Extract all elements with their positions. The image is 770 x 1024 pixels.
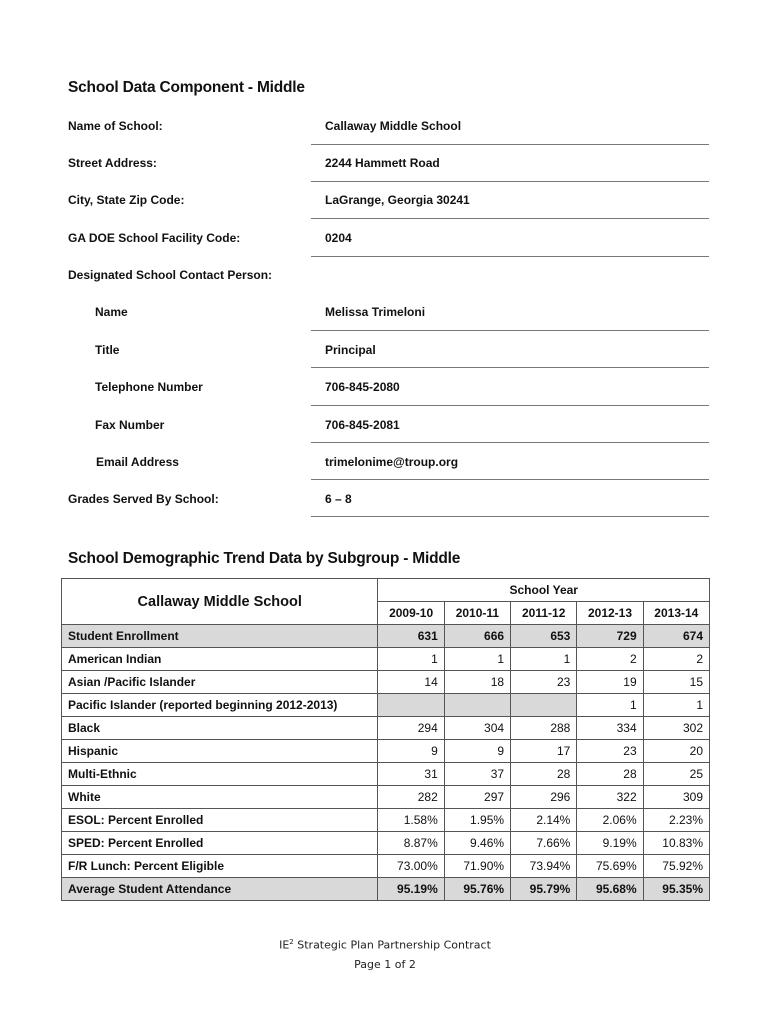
value-cell: 304 [444,717,510,740]
value-cell: 95.68% [577,878,643,901]
field-underline [311,442,709,443]
year-header: 2012-13 [577,602,643,625]
field-value-facility-code: 0204 [325,231,352,245]
year-header: 2013-14 [643,602,709,625]
footer-superscript: 2 [289,938,294,946]
table-row [62,740,710,763]
table-row [62,878,710,901]
field-label-contact-name: Name [95,305,128,319]
value-cell: 653 [511,625,577,648]
row-label: F/R Lunch: Percent Eligible [62,855,378,878]
table-row [62,625,710,648]
row-label: Hispanic [62,740,378,763]
value-cell: 28 [577,763,643,786]
value-cell: 334 [577,717,643,740]
value-cell: 1 [444,648,510,671]
value-cell: 2.06% [577,809,643,832]
value-cell: 95.19% [378,878,444,901]
value-cell: 296 [511,786,577,809]
value-cell: 674 [643,625,709,648]
table-row [62,855,710,878]
value-cell: 2.23% [643,809,709,832]
field-value-contact-title: Principal [325,343,376,357]
not-reported-cell [378,694,444,717]
year-header: 2010-11 [444,602,510,625]
field-value-email: trimelonime@troup.org [325,455,459,469]
field-underline [311,144,709,145]
year-header: 2011-12 [511,602,577,625]
table-school-header: Callaway Middle School [62,579,378,625]
field-value-city-state-zip: LaGrange, Georgia 30241 [325,193,470,207]
value-cell: 9 [444,740,510,763]
value-cell: 2.14% [511,809,577,832]
table-row [62,809,710,832]
value-cell: 73.00% [378,855,444,878]
row-label: Student Enrollment [62,625,378,648]
table-row [62,832,710,855]
not-reported-cell [444,694,510,717]
section-title-school-data: School Data Component - Middle [68,79,305,96]
table-school-year-header: School Year [378,579,710,602]
table-row [62,763,710,786]
demographic-trend-table [61,578,710,901]
row-label: Black [62,717,378,740]
field-underline [311,256,709,257]
value-cell: 37 [444,763,510,786]
value-cell: 666 [444,625,510,648]
field-value-contact-name: Melissa Trimeloni [325,305,426,319]
section-title-demographic-trend: School Demographic Trend Data by Subgroup - Middle [68,550,461,567]
value-cell: 1.95% [444,809,510,832]
value-cell: 23 [511,671,577,694]
field-value-grades: 6 – 8 [325,492,352,506]
value-cell: 322 [577,786,643,809]
table-row [62,786,710,809]
value-cell: 25 [643,763,709,786]
value-cell: 1 [577,694,643,717]
value-cell: 73.94% [511,855,577,878]
table-row [62,671,710,694]
field-value-telephone: 706-845-2080 [325,380,400,394]
field-underline [311,330,709,331]
not-reported-cell [511,694,577,717]
row-label: Average Student Attendance [62,878,378,901]
value-cell: 15 [643,671,709,694]
footer-page-number: Page 1 of 2 [354,958,416,971]
field-label-city-state-zip: City, State Zip Code: [68,193,185,207]
value-cell: 14 [378,671,444,694]
row-label: Asian /Pacific Islander [62,671,378,694]
year-header: 2009-10 [378,602,444,625]
row-label: Pacific Islander (reported beginning 2012-2013) [62,694,378,717]
table-row [62,648,710,671]
footer-contract-title [0,938,770,952]
field-value-fax: 706-845-2081 [325,418,400,432]
footer-prefix: IE [279,938,290,952]
contact-person-heading: Designated School Contact Person: [68,268,273,282]
value-cell: 95.76% [444,878,510,901]
value-cell: 7.66% [511,832,577,855]
field-label-email: Email Address [96,455,179,469]
value-cell: 288 [511,717,577,740]
field-label-street-address: Street Address: [68,156,157,170]
value-cell: 297 [444,786,510,809]
row-label: White [62,786,378,809]
value-cell: 2 [643,648,709,671]
value-cell: 28 [511,763,577,786]
value-cell: 302 [643,717,709,740]
field-label-telephone: Telephone Number [95,380,203,394]
field-value-street-address: 2244 Hammett Road [325,156,440,170]
value-cell: 1 [378,648,444,671]
value-cell: 75.92% [643,855,709,878]
field-value-school-name: Callaway Middle School [325,119,462,133]
value-cell: 23 [577,740,643,763]
value-cell: 1 [511,648,577,671]
value-cell: 19 [577,671,643,694]
field-label-facility-code: GA DOE School Facility Code: [68,231,241,245]
value-cell: 9.46% [444,832,510,855]
value-cell: 282 [378,786,444,809]
field-label-school-name: Name of School: [68,119,163,133]
field-label-fax: Fax Number [95,418,165,432]
row-label: SPED: Percent Enrolled [62,832,378,855]
value-cell: 9.19% [577,832,643,855]
field-underline [311,479,709,480]
value-cell: 17 [511,740,577,763]
table-row [62,694,710,717]
value-cell: 10.83% [643,832,709,855]
table-header-row [62,579,710,602]
value-cell: 75.69% [577,855,643,878]
field-underline [311,181,709,182]
field-underline [311,367,709,368]
value-cell: 2 [577,648,643,671]
value-cell: 631 [378,625,444,648]
value-cell: 9 [378,740,444,763]
row-label: American Indian [62,648,378,671]
field-label-contact-title: Title [95,343,120,357]
value-cell: 1 [643,694,709,717]
value-cell: 309 [643,786,709,809]
field-underline [311,405,709,406]
value-cell: 95.35% [643,878,709,901]
value-cell: 18 [444,671,510,694]
value-cell: 95.79% [511,878,577,901]
field-label-grades: Grades Served By School: [68,492,219,506]
value-cell: 294 [378,717,444,740]
value-cell: 71.90% [444,855,510,878]
row-label: ESOL: Percent Enrolled [62,809,378,832]
footer-contract-text: Strategic Plan Partnership Contract [293,938,491,952]
value-cell: 1.58% [378,809,444,832]
value-cell: 8.87% [378,832,444,855]
row-label: Multi-Ethnic [62,763,378,786]
table-row [62,717,710,740]
value-cell: 729 [577,625,643,648]
field-underline [311,218,709,219]
field-underline [311,516,709,517]
value-cell: 20 [643,740,709,763]
value-cell: 31 [378,763,444,786]
